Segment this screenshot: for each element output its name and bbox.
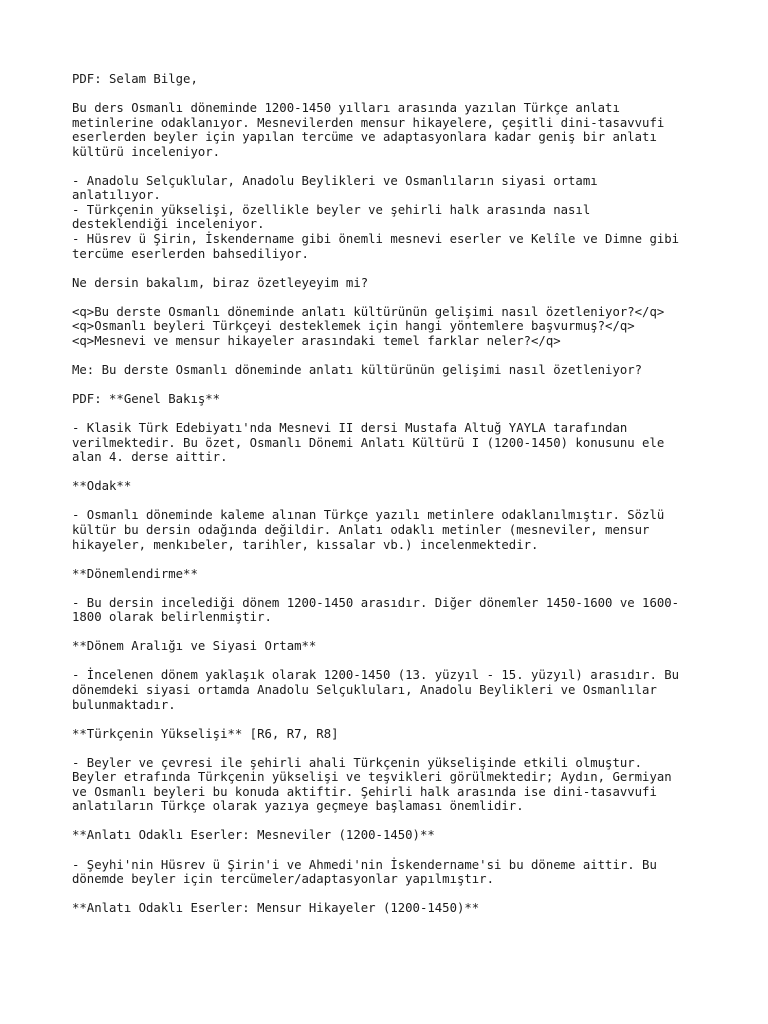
text-line: - Bu dersin incelediği dönem 1200-1450 arasıdır. Diğer dönemler 1450-1600 ve 1600- [72,595,680,610]
text-line: <q>Mesnevi ve mensur hikayeler arasındaki temel farklar neler?</q> [72,333,561,348]
text-line: verilmektedir. Bu özet, Osmanlı Dönemi Anlatı Kültürü I (1200-1450) konusunu ele [72,435,665,450]
text-line: **Türkçenin Yükselişi** [R6, R7, R8] [72,726,339,741]
text-line: - Klasik Türk Edebiyatı'nda Mesnevi II dersi Mustafa Altuğ YAYLA tarafından [72,421,628,436]
text-line: kültür bu dersin odağında değildir. Anlatı odaklı metinler (mesneviler, mensur [72,522,650,537]
text-line: **Dönemlendirme** [72,566,198,581]
text-line: - Anadolu Selçuklular, Anadolu Beylikleri ve Osmanlıların siyasi ortamı [72,173,598,188]
text-line: dönemde beyler için tercümeler/adaptasyonlar yapılmıştır. [72,872,494,887]
text-line [72,407,712,422]
text-line: anlatıların Türkçe olarak yazıya geçmeye başlaması önemlidir. [72,799,524,814]
text-line: **Odak** [72,479,132,494]
text-line [72,654,712,669]
text-line [72,581,712,596]
text-line: - İncelenen dönem yaklaşık olarak 1200-1450 (13. yüzyıl - 15. yüzyıl) arasıdır. Bu [72,668,680,683]
text-line: Ne dersin bakalım, biraz özetleyeyim mi? [72,275,369,290]
text-line: <q>Osmanlı beyleri Türkçeyi desteklemek için hangi yöntemlere başvurmuş?</q> [72,319,635,334]
text-line: alan 4. derse aittir. [72,450,228,465]
text-line [72,159,712,174]
text-line: PDF: Selam Bilge, [72,72,198,86]
text-line [72,887,712,902]
text-line [72,843,712,858]
text-line: - Türkçenin yükselişi, özellikle beyler ve şehirli halk arasında nasıl [72,202,591,217]
text-line: Bu ders Osmanlı döneminde 1200-1450 yılları arasında yazılan Türkçe anlatı [72,101,620,116]
text-line: **Dönem Aralığı ve Siyasi Ortam** [72,639,317,654]
text-line: hikayeler, menkıbeler, tarihler, kıssalar vb.) incelenmektedir. [72,537,539,552]
text-line: - Beyler ve çevresi ile şehirli ahali Türkçenin yükselişinde etkili olmuştur. [72,755,643,770]
text-line [72,290,712,305]
text-line: <q>Bu derste Osmanlı döneminde anlatı kültürünün gelişimi nasıl özetleniyor?</q> [72,304,665,319]
text-line: - Şeyhi'nin Hüsrev ü Şirin'i ve Ahmedi'nin İskendername'si bu döneme aittir. Bu [72,857,657,872]
text-line: - Osmanlı döneminde kaleme alınan Türkçe yazılı metinlere odaklanılmıştır. Sözlü [72,508,665,523]
text-line: PDF: **Genel Bakış** [72,392,221,407]
text-line: **Anlatı Odaklı Eserler: Mesneviler (1200-1450)** [72,828,435,843]
text-line: Me: Bu derste Osmanlı döneminde anlatı kültürünün gelişimi nasıl özetleniyor? [72,362,643,377]
document-text [72,72,712,916]
text-line: desteklendiği inceleniyor. [72,217,265,232]
text-line: **Anlatı Odaklı Eserler: Mensur Hikayeler (1200-1450)** [72,901,480,916]
text-line: ve Osmanlı beyleri bu konuda aktiftir. Şehirli halk arasında ise dini-tasavvufi [72,784,657,799]
text-line [72,494,712,509]
text-line [72,814,712,829]
text-line: metinlerine odaklanıyor. Mesnevilerden mensur hikayelere, çeşitli dini-tasavvufi [72,115,665,130]
text-line: tercüme eserlerden bahsediliyor. [72,246,309,261]
text-line [72,348,712,363]
text-line [72,625,712,640]
text-line: bulunmaktadır. [72,697,176,712]
text-line: dönemdeki siyasi ortamda Anadolu Selçukluları, Anadolu Beylikleri ve Osmanlılar [72,682,657,697]
text-line: kültürü inceleniyor. [72,144,221,159]
text-line: anlatılıyor. [72,188,161,203]
text-line [72,552,712,567]
text-line: eserlerden beyler için yapılan tercüme ve adaptasyonlara kadar geniş bir anlatı [72,130,657,145]
text-line [72,261,712,276]
text-line: 1800 olarak belirlenmiştir. [72,610,272,625]
text-line: - Hüsrev ü Şirin, İskendername gibi önemli mesnevi eserler ve Kelîle ve Dimne gibi [72,232,680,247]
text-line [72,377,712,392]
text-line [72,712,712,727]
text-line [72,741,712,756]
text-line: Beyler etrafında Türkçenin yükselişi ve teşvikleri görülmektedir; Aydın, Germiyan [72,770,672,785]
text-line [72,87,712,102]
text-line [72,465,712,480]
